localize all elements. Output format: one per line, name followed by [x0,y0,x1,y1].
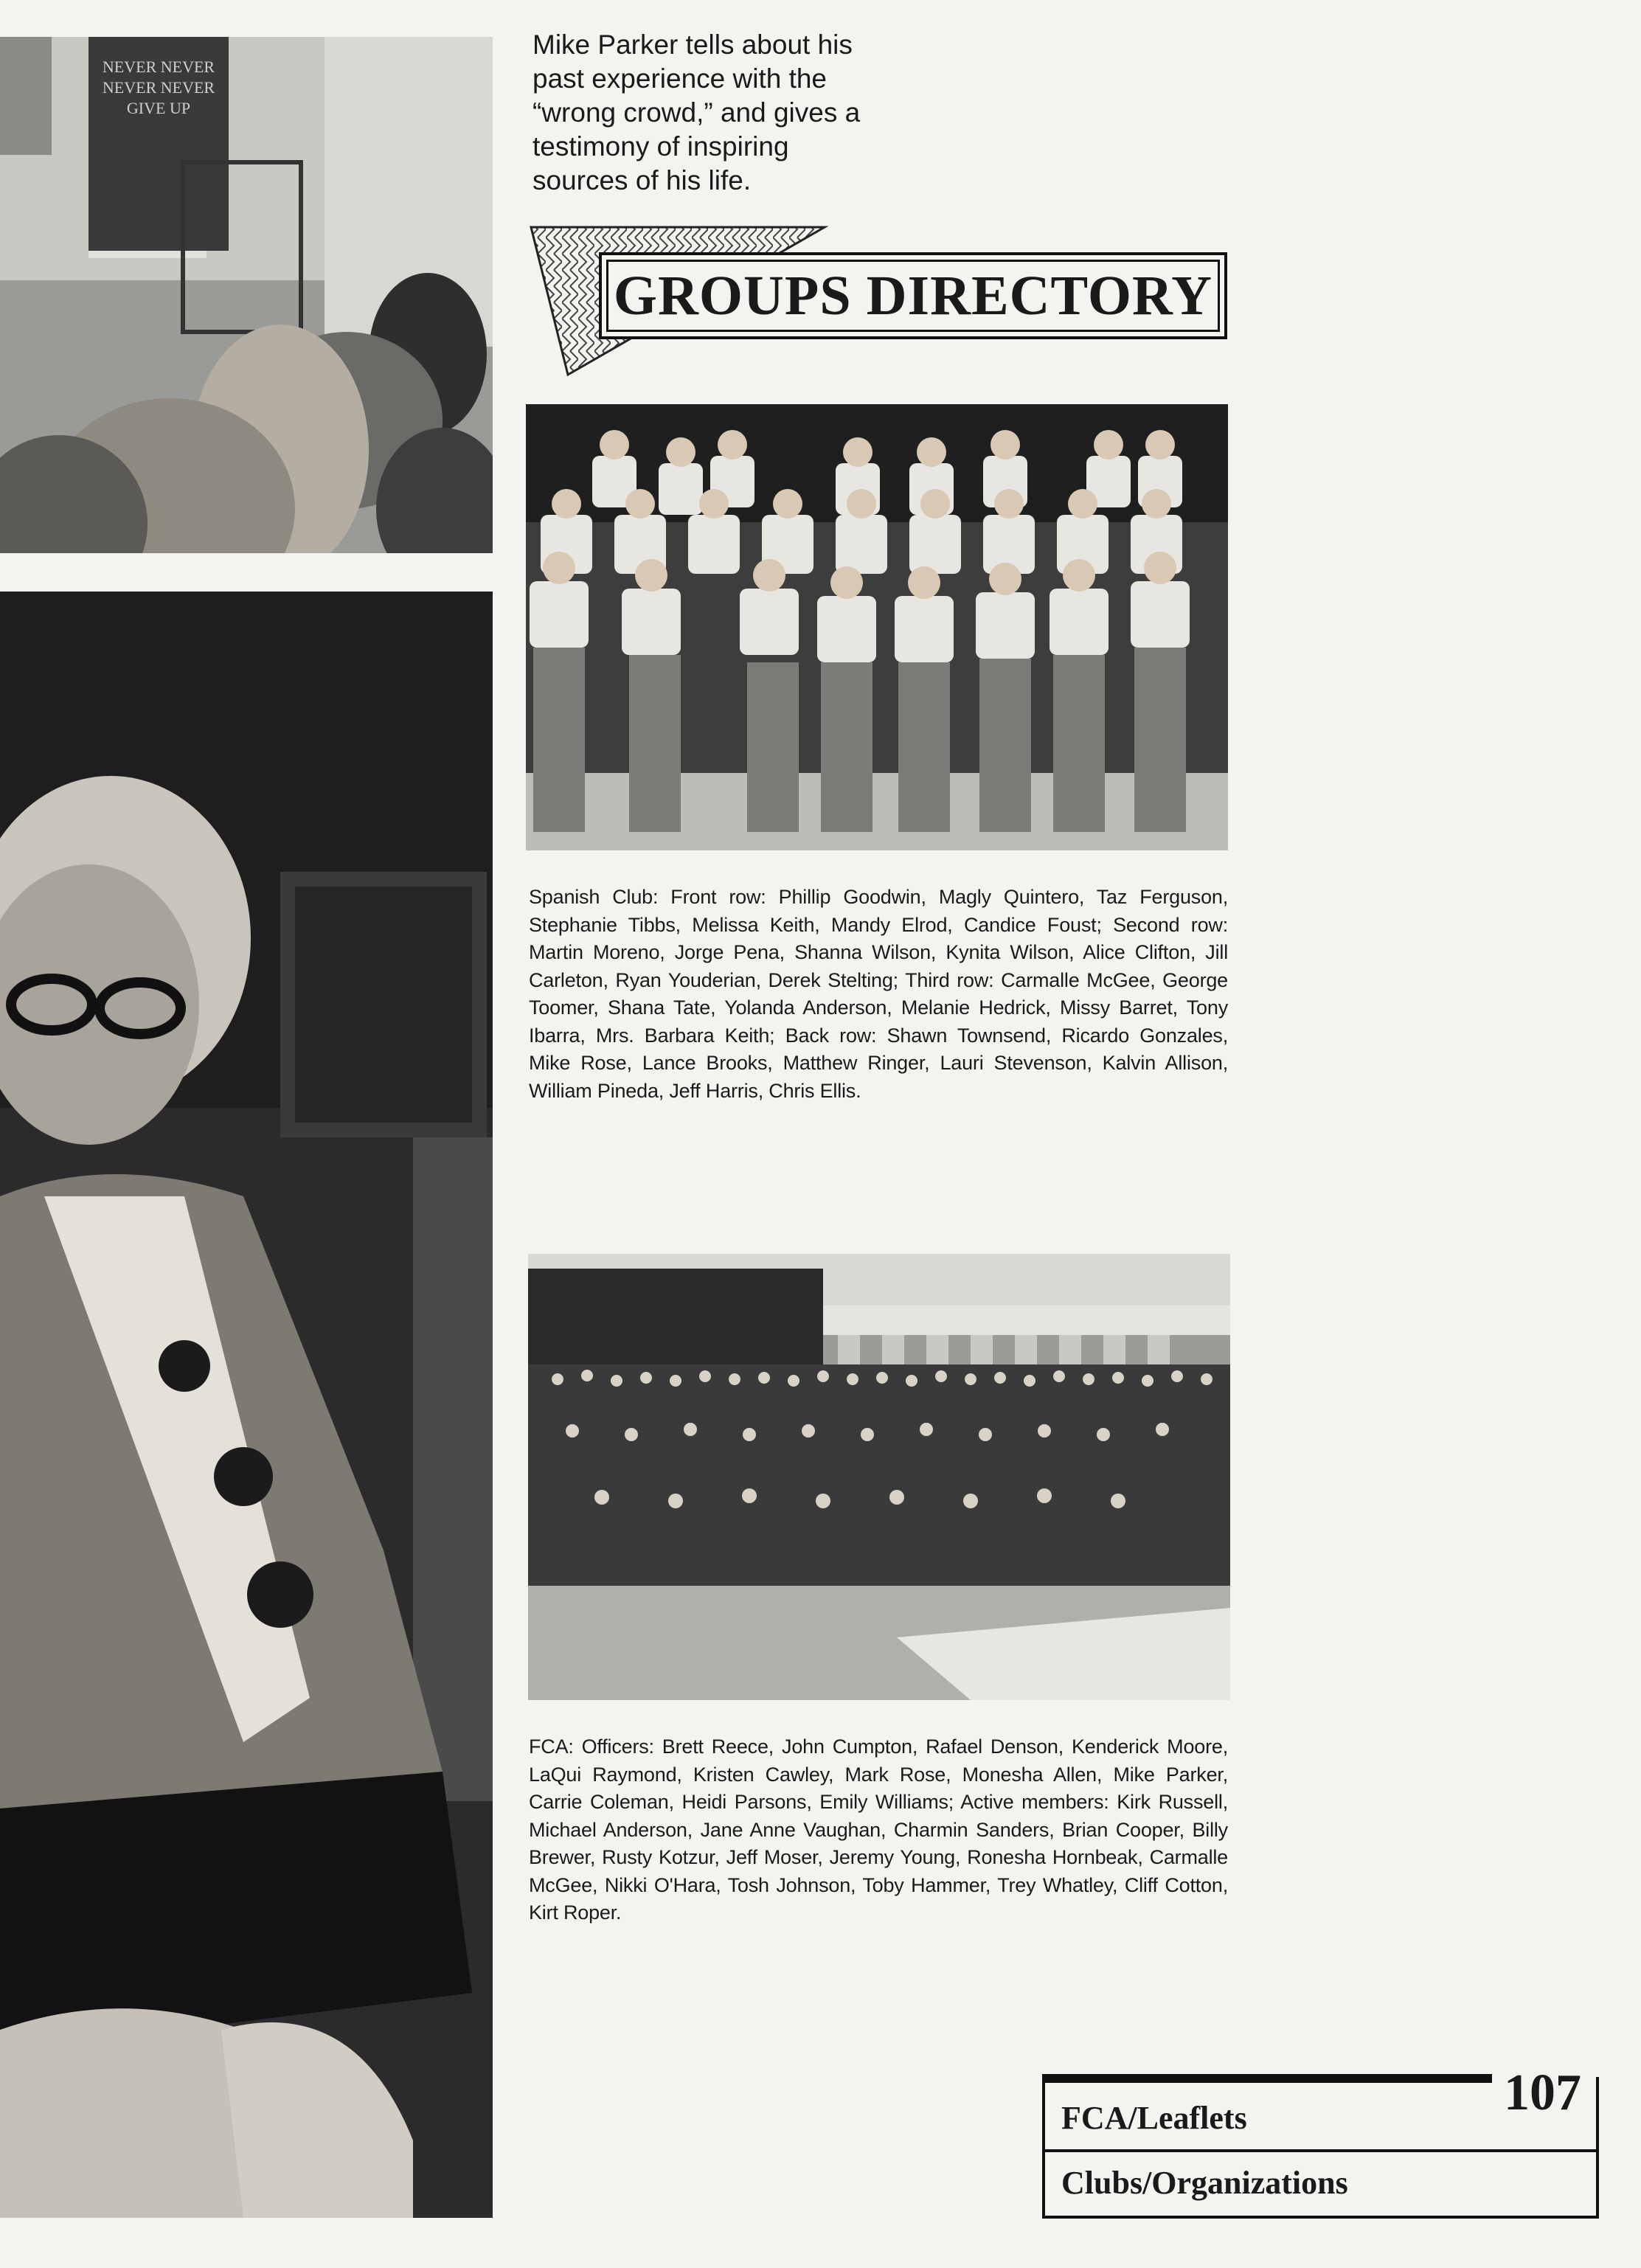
page-number: 107 [1504,2064,1581,2121]
footer-category-label: Clubs/Organizations [1061,2165,1348,2201]
fca-group-photo [528,1254,1230,1700]
poster-line-3: GIVE UP [126,99,191,117]
audience-photo [0,37,493,553]
footer-section-label: FCA/Leaflets [1061,2100,1247,2136]
spanish-club-caption: Spanish Club: Front row: Phillip Goodwin, Magly Quintero, Taz Ferguson, Stephanie Tibbs, Melissa Keith, Mandy Elrod, Candice Foust; Second row: Martin Moreno, Jorge Pena, Shanna Wilson, Kynita Wilson, Alice Clifton, Jill Carleton, Ryan Youderian, Derek Stelting; Third row: Carmalle McGee, George Toomer, Shana Tate, Yolanda Anderson, Melanie Hedrick, Missy Barret, Tony Ibarra, Mrs. Barbara Keith; Back row: Shawn Townsend, Ricardo Gonzales, Mike Rose, Lance Brooks, Matthew Ringer, Lauri Stevenson, Kalvin Allison, William Pineda, Jeff Harris, Chris Ellis. [529,886,1228,1102]
spanish-club-photo [526,404,1228,850]
woman-portrait-photo [0,592,493,2218]
poster-line-1: NEVER NEVER [102,58,215,76]
fca-caption: FCA: Officers: Brett Reece, John Cumpton, Rafael Denson, Kenderick Moore, LaQui Raymond, Kristen Cawley, Mark Rose, Monesha Allen, Mike Parker, Carrie Coleman, Heidi Parsons, Emily Williams; Active members: Kirk Russell, Michael Anderson, Jane Anne Vaughan, Charmin Sanders, Brian Cooper, Billy Brewer, Rusty Kotzur, Jeff Moser, Jeremy Young, Ronesha Hornbeak, Carmalle McGee, Nikki O'Hara, Tosh Johnson, Toby Hammer, Trey Whatley, Cliff Cotton, Kirt Roper. [529,1735,1228,1924]
footer-divider [1042,2149,1596,2152]
poster-line-2: NEVER NEVER [102,78,215,97]
groups-directory-title [599,252,1227,339]
mike-parker-caption: Mike Parker tells about his past experience with the “wrong crowd,” and gives a testimony of inspiring sources of his life. [532,30,861,195]
page-footer [1042,2064,1599,2222]
groups-directory-heading: GROUPS DIRECTORY [613,264,1213,327]
